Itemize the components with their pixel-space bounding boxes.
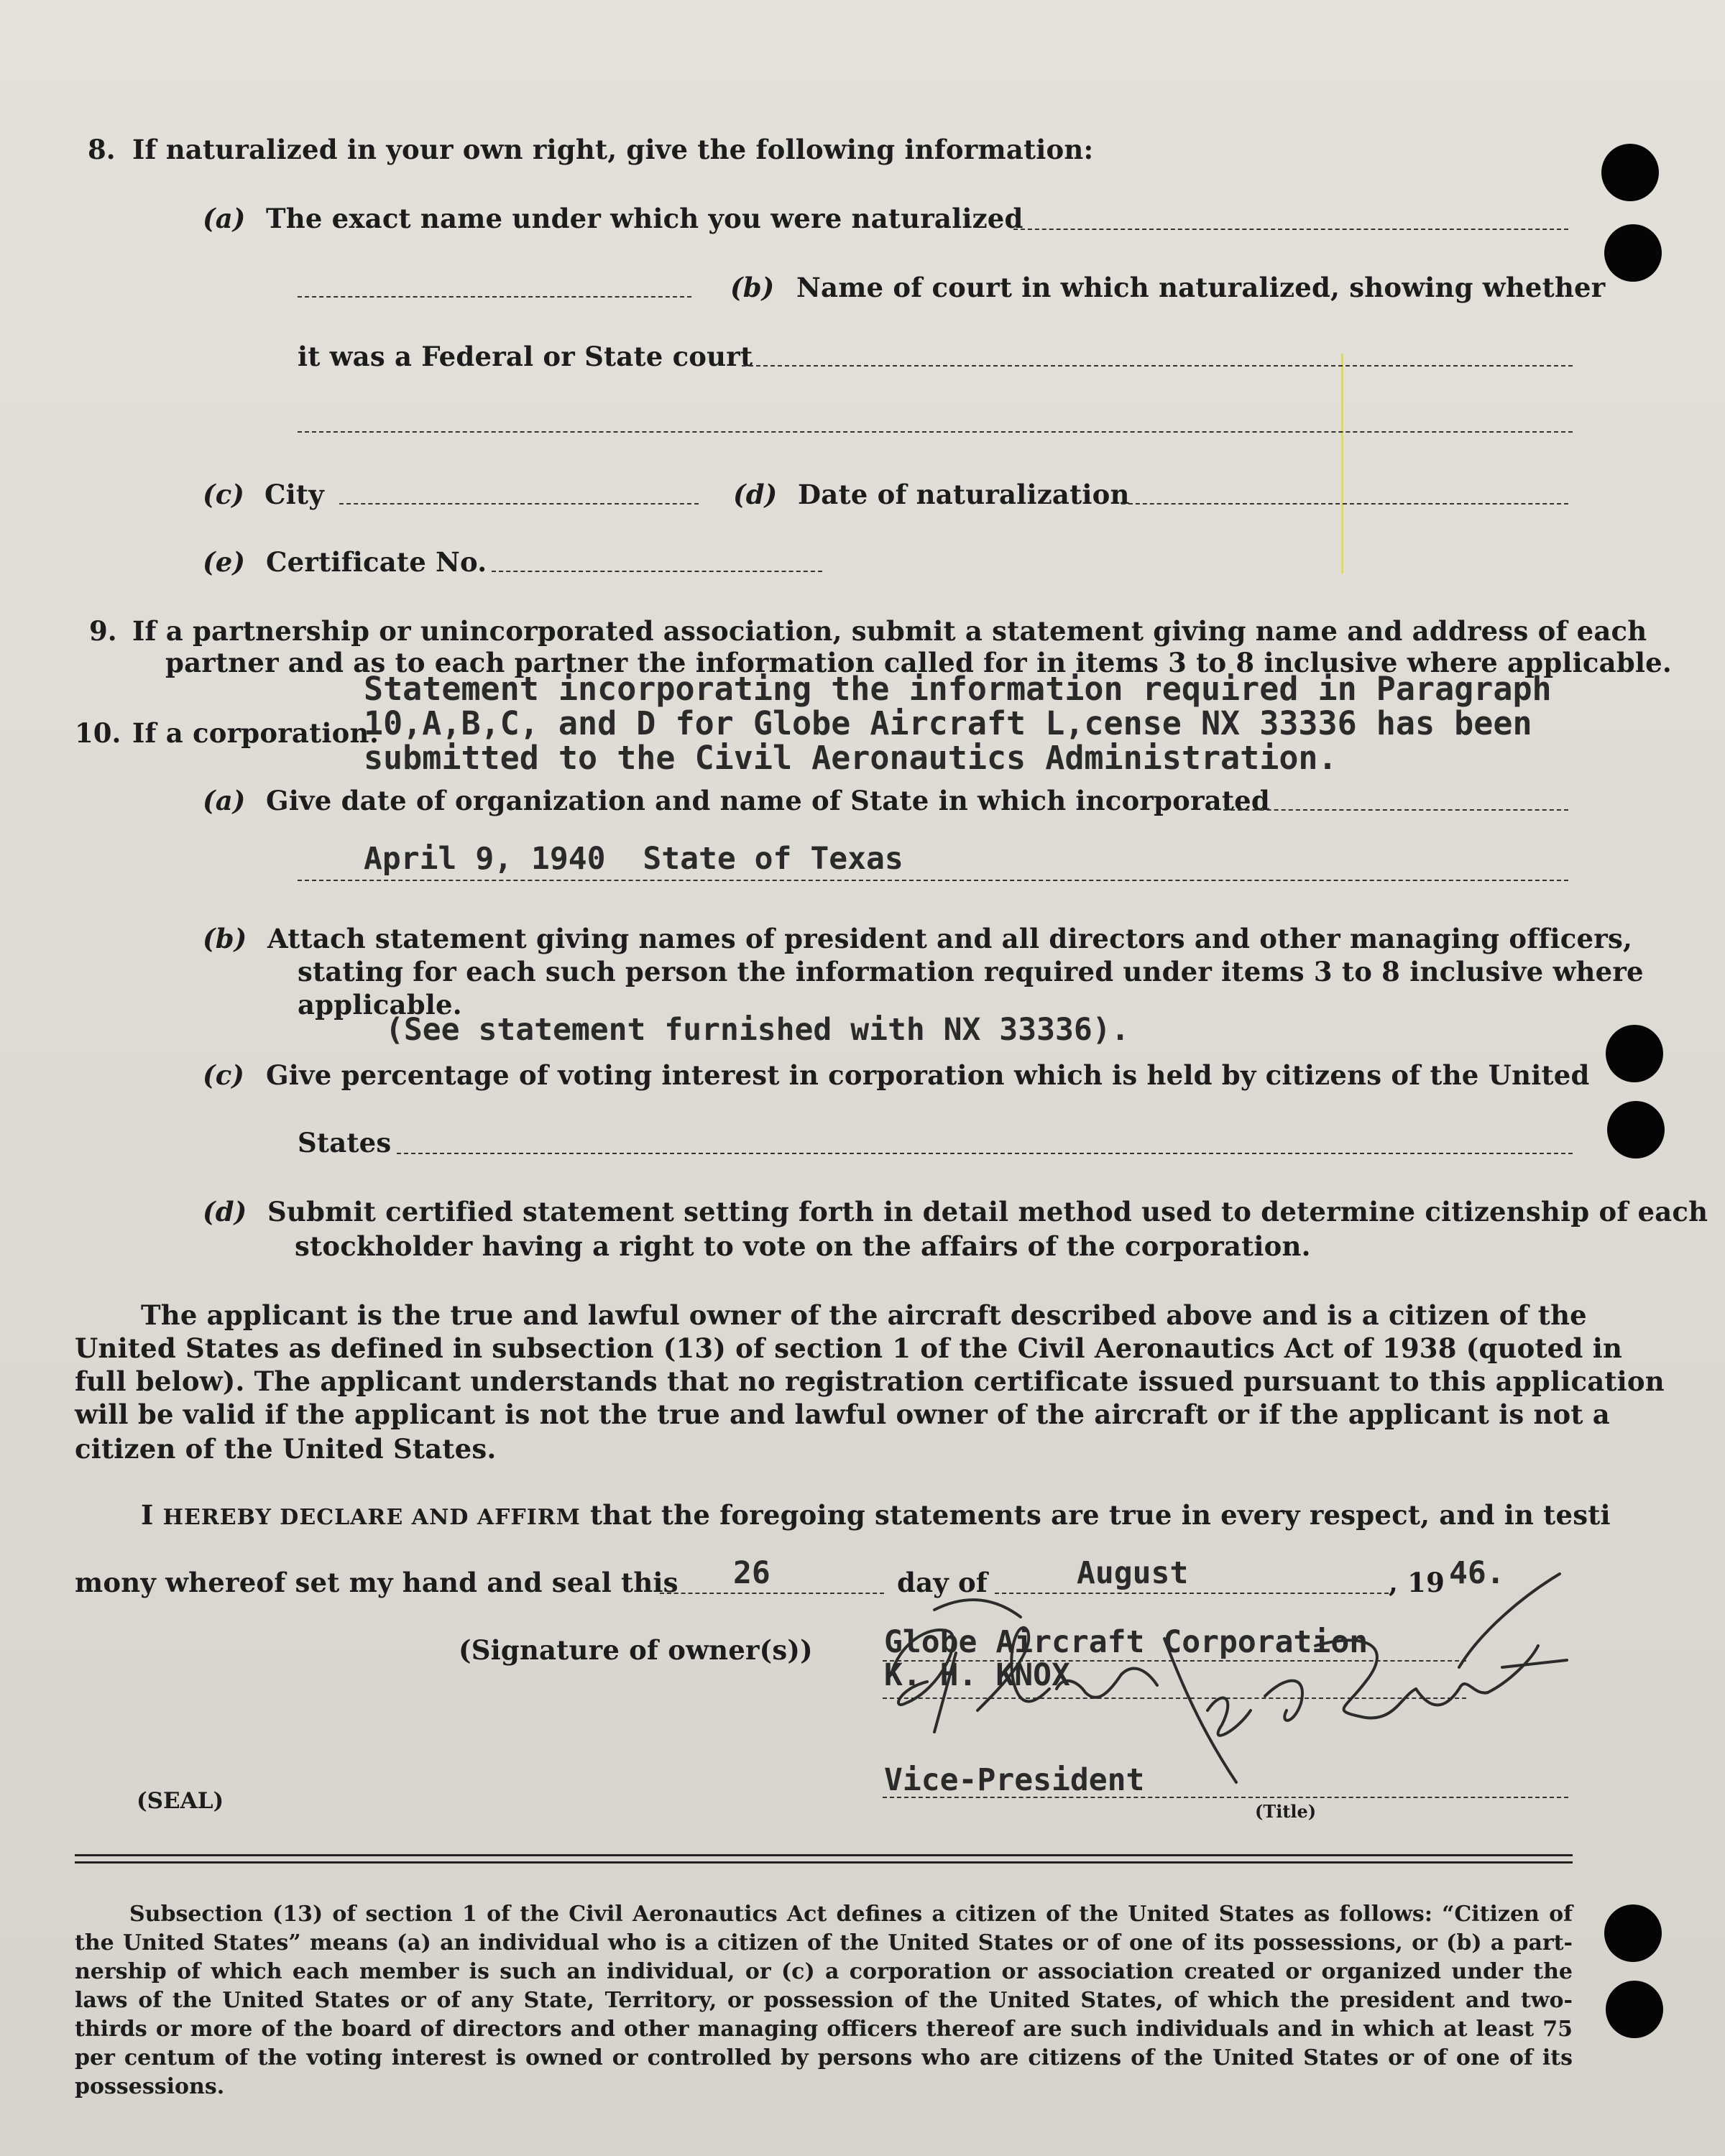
typed-see-statement: (See statement furnished with NX 33336). (385, 1012, 1130, 1048)
footnote-line7: possessions. (75, 2074, 225, 2099)
voting-interest-field[interactable] (397, 1153, 1573, 1154)
handwritten-signature (848, 1567, 1653, 1797)
date-of-naturalization-field[interactable] (1121, 503, 1568, 505)
typed-day: 26 (733, 1555, 770, 1591)
item-8a-letter: (a) (203, 203, 246, 234)
item-9-line1: If a partnership or unincorporated association, submit a statement giving name and address of each (132, 615, 1647, 647)
typed-month: August (1077, 1555, 1189, 1591)
item-8b-text2: it was a Federal or State court (298, 341, 753, 372)
punch-hole (1604, 224, 1662, 282)
item-8e-text: Certificate No. (266, 546, 487, 578)
typed-signer-role: Vice-President (884, 1762, 1145, 1798)
item-10-text: If a corporation: (132, 717, 380, 749)
punch-hole (1606, 1981, 1663, 2038)
item-8-number: 8. (88, 134, 116, 165)
footnote-line6: per centum of the voting interest is owned or controlled by persons who are citizens of the United States or of one of its (75, 2045, 1573, 2070)
divider-rule (75, 1854, 1573, 1856)
affirm-caps: HEREBY DECLARE AND AFFIRM (162, 1505, 581, 1530)
item-8c-text: City (264, 479, 324, 510)
declaration-line4: will be valid if the applicant is not the true and lawful owner of the aircraft or if the applicant is not a (75, 1399, 1610, 1430)
footnote-line2: the United States” means (a) an individual who is a citizen of the United States or of one of its possessions, or (b) a part- (75, 1930, 1573, 1955)
punch-hole (1606, 1025, 1663, 1082)
item-10d-line2: stockholder having a right to vote on the affairs of the corporation. (295, 1230, 1311, 1262)
naturalized-name-field[interactable] (1013, 229, 1568, 230)
typed-statement-line1: Statement incorporating the information required in Paragraph (364, 670, 1552, 708)
court-field-cont[interactable] (298, 431, 1573, 433)
seal-label: (SEAL) (137, 1788, 224, 1814)
item-10c-line1: Give percentage of voting interest in corporation which is held by citizens of the United (266, 1059, 1590, 1091)
typed-statement-line2: 10,A,B,C, and D for Globe Aircraft L,cense NX 33336 has been (364, 704, 1532, 742)
item-8e-letter: (e) (203, 546, 246, 578)
declaration-line3: full below). The applicant understands that no registration certificate issued pursuant to this application (75, 1365, 1665, 1397)
item-8a-text: The exact name under which you were naturalized (266, 203, 1024, 234)
title-label: (Title) (1255, 1801, 1317, 1822)
highlighter-mark (1341, 354, 1343, 573)
footnote-line1: Subsection (13) of section 1 of the Civil Aeronautics Act defines a citizen of the United States as follows: “Citizen of (129, 1902, 1573, 1927)
item-10d-letter: (d) (203, 1196, 247, 1227)
item-8d-letter: (d) (733, 479, 778, 510)
divider-rule (75, 1861, 1573, 1864)
item-8b-text: Name of court in which naturalized, showing whether (796, 272, 1606, 303)
punch-hole (1604, 1904, 1662, 1962)
item-9-number: 9. (89, 615, 117, 647)
affirm-line2: mony whereof set my hand and seal this (75, 1567, 678, 1598)
item-10c-line2: States (298, 1127, 392, 1158)
item-10b-letter: (b) (203, 923, 247, 954)
certificate-number-field[interactable] (492, 571, 822, 572)
item-8d-text: Date of naturalization (798, 479, 1130, 510)
incorporation-field-cont[interactable] (298, 880, 1568, 881)
day-of-label: day of (897, 1567, 988, 1598)
item-10d-line1: Submit certified statement setting forth in detail method used to determine citizenship of each (267, 1196, 1708, 1227)
naturalized-name-field-cont[interactable] (298, 296, 691, 298)
punch-hole (1601, 144, 1659, 201)
year-prefix: , 19 (1389, 1567, 1445, 1598)
title-field[interactable] (883, 1797, 1568, 1798)
item-9-line2: partner and as to each partner the information called for in items 3 to 8 inclusive where applicable. (165, 647, 1672, 678)
footnote-line5: thirds or more of the board of directors and other managing officers thereof are such individuals and in which at least 75 (75, 2017, 1573, 2042)
item-10a-text: Give date of organization and name of State in which incorporated (266, 785, 1270, 816)
typed-company: Globe Aircraft Corporation (884, 1624, 1368, 1660)
item-10c-letter: (c) (203, 1059, 245, 1091)
declaration-line5: citizen of the United States. (75, 1433, 497, 1465)
punch-hole (1607, 1101, 1665, 1158)
item-10-number: 10. (75, 717, 121, 749)
item-10a-letter: (a) (203, 785, 246, 816)
city-field[interactable] (339, 503, 699, 505)
typed-statement-line3: submitted to the Civil Aeronautics Administration. (364, 739, 1338, 777)
item-10b-line3: applicable. (298, 989, 462, 1021)
declaration-line2: United States as defined in subsection (13) of section 1 of the Civil Aeronautics Act of 1938 (quoted in (75, 1332, 1623, 1364)
incorporation-field[interactable] (1223, 809, 1568, 811)
footnote-line3: nership of which each member is such an individual, or (c) a corporation or association created or organized under the (75, 1959, 1573, 1984)
affirm-line1 (141, 1499, 1611, 1531)
affirm-lead: I (141, 1499, 154, 1531)
typed-signer-name: K. H. KNOX (884, 1657, 1070, 1693)
signature-label: (Signature of owner(s)) (459, 1634, 813, 1666)
declaration-line1: The applicant is the true and lawful owner of the aircraft described above and is a citizen of the (141, 1299, 1587, 1331)
item-10b-line2: stating for each such person the information required under items 3 to 8 inclusive where (298, 956, 1644, 987)
footnote-line4: laws of the United States or of any State, Territory, or possession of the United States, of which the president and two- (75, 1988, 1573, 2013)
affirm-rest: that the foregoing statements are true in every respect, and in testi (589, 1499, 1611, 1531)
item-8c-letter: (c) (203, 479, 245, 510)
item-10b-line1: Attach statement giving names of president and all directors and other managing officers, (267, 923, 1633, 954)
typed-incorporation-date: April 9, 1940 State of Texas (364, 841, 903, 877)
item-8-text: If naturalized in your own right, give the following information: (132, 134, 1094, 165)
court-field[interactable] (742, 365, 1573, 367)
item-8b-letter: (b) (730, 272, 775, 303)
typed-year: 46. (1449, 1555, 1505, 1591)
